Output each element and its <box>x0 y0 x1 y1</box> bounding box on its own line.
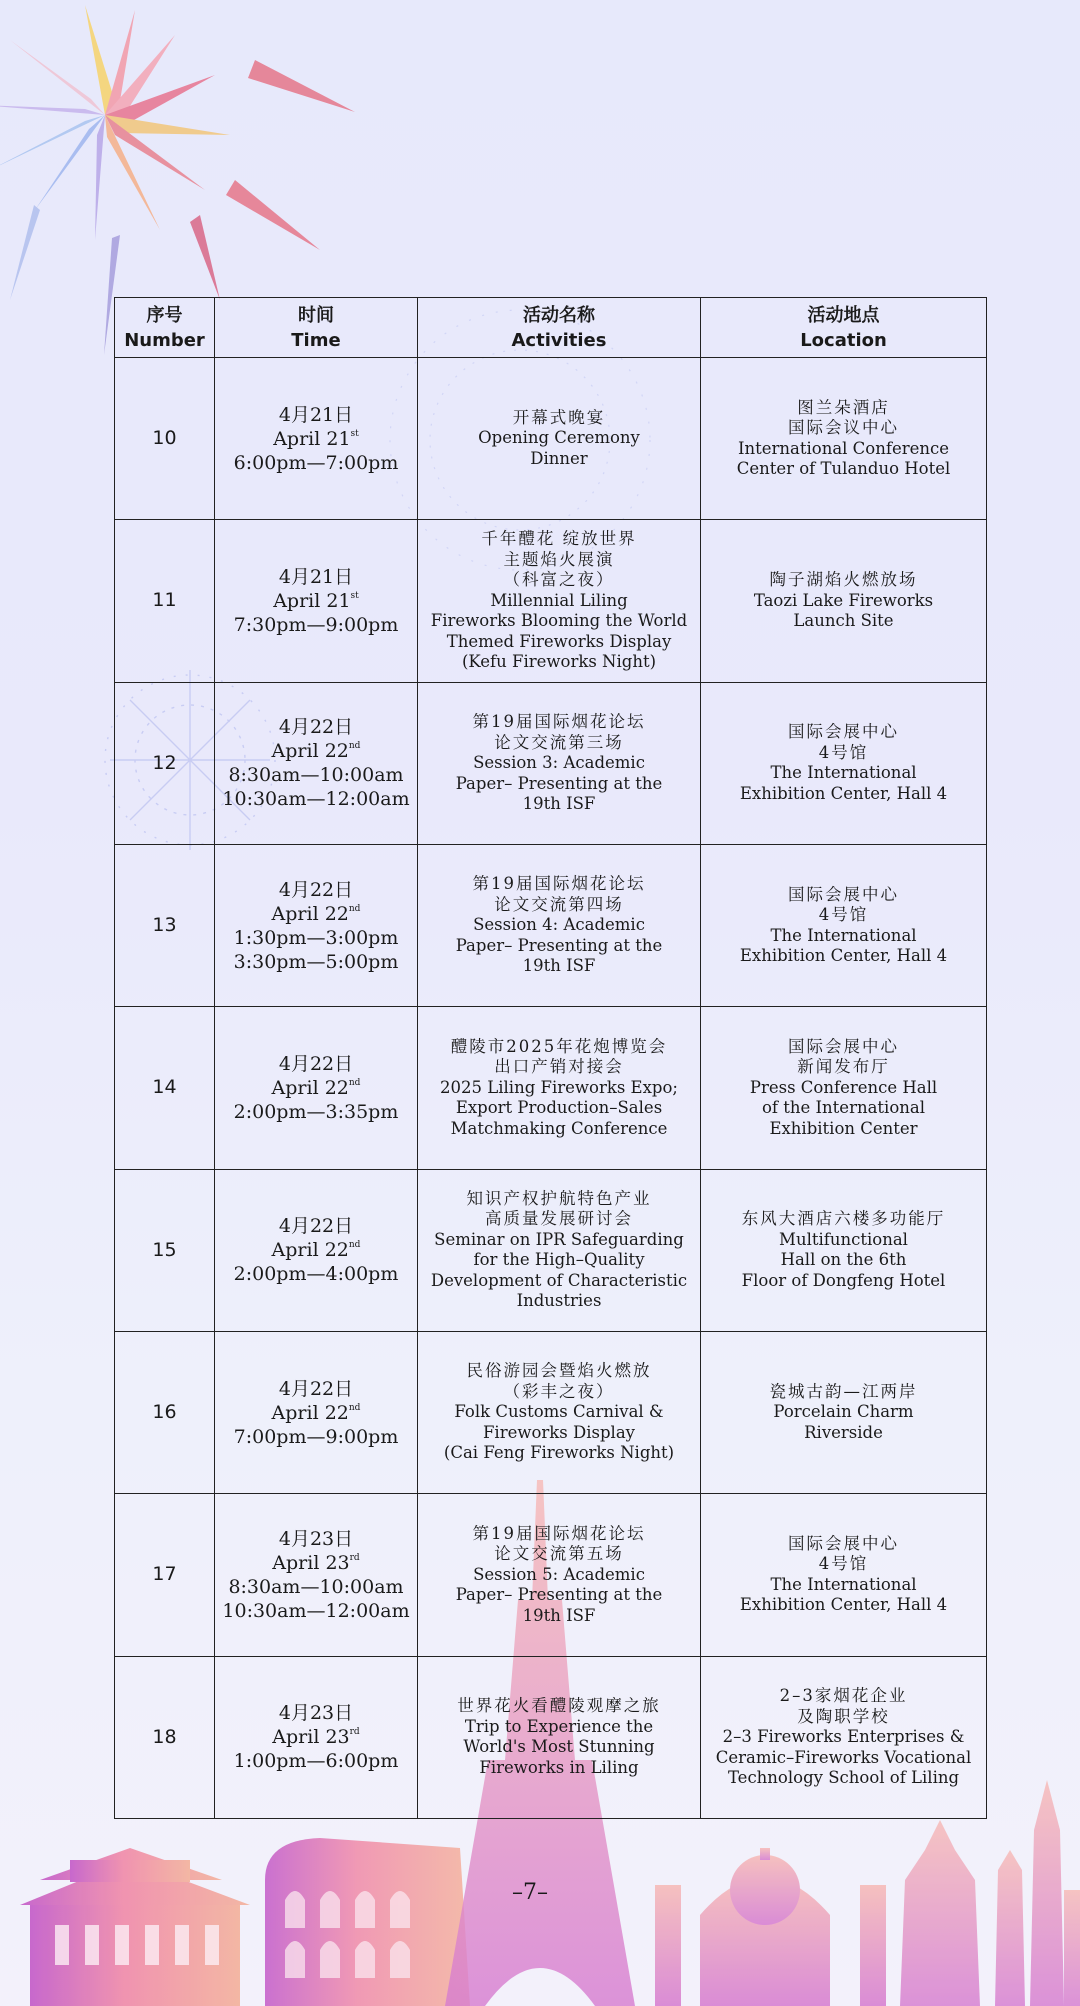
text-line: Exhibition Center, Hall 4 <box>739 946 948 966</box>
text-line: Technology School of Liling <box>727 1768 960 1788</box>
event-location <box>701 358 987 520</box>
date-ordinal-suffix: nd <box>348 741 361 752</box>
date-text: April 23 <box>272 1551 350 1574</box>
event-activity <box>418 844 701 1006</box>
text-line: Matchmaking Conference <box>450 1118 668 1138</box>
event-schedule-table <box>114 297 987 1819</box>
date-ordinal-suffix: st <box>350 590 359 601</box>
text-line: 2–3 Fireworks Enterprises & <box>722 1727 965 1747</box>
event-activity <box>418 1007 701 1169</box>
text-line: 4号馆 <box>818 742 869 762</box>
event-time <box>215 520 418 682</box>
table-row <box>115 1169 987 1331</box>
event-date-en <box>221 1725 411 1749</box>
text-line: 19th ISF <box>522 1605 596 1625</box>
event-activity <box>418 1656 701 1818</box>
event-activity <box>418 1331 701 1493</box>
text-line: Dinner <box>530 448 588 468</box>
text-line: 第19届国际烟花论坛 <box>472 874 646 894</box>
text-line: 民俗游园会暨焰火燃放 <box>466 1361 652 1381</box>
text-line: 6:00pm—7:00pm <box>233 451 399 474</box>
text-line: Seminar on IPR Safeguarding <box>434 1229 684 1249</box>
header-activities: 活动名称 Activities <box>418 298 701 358</box>
text-line: 第19届国际烟花论坛 <box>472 1523 646 1543</box>
table-row <box>115 358 987 520</box>
text-line: 国际会展中心 <box>788 1533 899 1553</box>
text-line: 开幕式晚宴 <box>512 407 606 427</box>
event-time <box>215 1331 418 1493</box>
text-line: (Cai Feng Fireworks Night) <box>443 1443 675 1463</box>
text-line: 19th ISF <box>522 794 596 814</box>
date-ordinal-suffix: rd <box>349 1552 360 1563</box>
text-line: for the High–Quality <box>473 1250 645 1270</box>
date-ordinal-suffix: nd <box>348 1402 361 1413</box>
text-line: The International <box>770 925 917 945</box>
event-location <box>701 1331 987 1493</box>
text-line: 陶子湖焰火燃放场 <box>769 570 918 590</box>
text-line: Floor of Dongfeng Hotel <box>741 1270 946 1290</box>
row-number: 17 <box>115 1494 215 1656</box>
row-number: 15 <box>115 1169 215 1331</box>
text-line: 世界花火看醴陵观摩之旅 <box>457 1696 661 1716</box>
text-line: 论文交流第四场 <box>494 894 624 914</box>
event-activity <box>418 520 701 682</box>
text-line: Riverside <box>804 1422 883 1442</box>
event-date-en <box>221 1551 411 1575</box>
text-line: 1:30pm—3:00pm <box>233 926 399 949</box>
table-row <box>115 1656 987 1818</box>
text-line: 国际会展中心 <box>788 1036 899 1056</box>
row-number: 13 <box>115 844 215 1006</box>
text-line: 知识产权护航特色产业 <box>466 1188 652 1208</box>
date-text: April 22 <box>271 902 349 925</box>
date-text: April 21 <box>273 427 351 450</box>
text-line: 东风大酒店六楼多功能厅 <box>741 1209 946 1229</box>
text-line: Center of Tulanduo Hotel <box>736 459 951 479</box>
text-line: Porcelain Charm <box>773 1402 914 1422</box>
text-line: Hall on the 6th <box>780 1250 907 1270</box>
text-line: 4号馆 <box>818 1554 869 1574</box>
text-line: International Conference <box>737 438 950 458</box>
text-line: 国际会展中心 <box>788 722 899 742</box>
text-line: 4月22日 <box>278 1052 354 1075</box>
date-text: April 22 <box>271 1401 349 1424</box>
text-line: 4号馆 <box>818 905 869 925</box>
text-line: Multifunctional <box>779 1229 908 1249</box>
text-line: Taozi Lake Fireworks <box>753 590 934 610</box>
event-time <box>215 1656 418 1818</box>
text-line: 出口产销对接会 <box>494 1057 624 1077</box>
text-line: 19th ISF <box>522 956 596 976</box>
text-line: 国际会展中心 <box>788 884 899 904</box>
row-number: 16 <box>115 1331 215 1493</box>
text-line: Fireworks Display <box>482 1422 635 1442</box>
text-line: 7:00pm—9:00pm <box>233 1425 399 1448</box>
text-line: World's Most Stunning <box>463 1737 655 1757</box>
event-time <box>215 358 418 520</box>
event-date-en <box>221 1401 411 1425</box>
text-line: 1:00pm—6:00pm <box>233 1750 399 1773</box>
text-line: 10:30am—12:00am <box>222 788 410 811</box>
text-line: of the International <box>761 1098 926 1118</box>
text-line: 新闻发布厅 <box>797 1057 890 1077</box>
text-line: Trip to Experience the <box>464 1716 654 1736</box>
row-number: 10 <box>115 358 215 520</box>
text-line: (Kefu Fireworks Night) <box>461 652 657 672</box>
text-line: Export Production–Sales <box>455 1098 663 1118</box>
text-line: Millennial Liling <box>490 590 628 610</box>
text-line: 2:00pm—4:00pm <box>233 1263 399 1286</box>
event-date-en <box>221 427 411 451</box>
text-line: 4月22日 <box>278 716 354 739</box>
text-line: 2:00pm—3:35pm <box>233 1100 399 1123</box>
event-location <box>701 1656 987 1818</box>
date-text: April 22 <box>271 1076 349 1099</box>
text-line: 第19届国际烟花论坛 <box>472 712 646 732</box>
event-date-en <box>221 1076 411 1100</box>
text-line: Press Conference Hall <box>749 1077 938 1097</box>
text-line: 及陶职学校 <box>797 1706 890 1726</box>
text-line: The International <box>770 763 917 783</box>
row-number: 12 <box>115 682 215 844</box>
text-line: Paper– Presenting at the <box>455 773 663 793</box>
text-line: Fireworks Blooming the World <box>430 611 688 631</box>
event-location <box>701 1494 987 1656</box>
text-line: 主题焰火展演 <box>503 549 615 569</box>
date-ordinal-suffix: nd <box>348 903 361 914</box>
text-line: 图兰朵酒店 <box>797 397 890 417</box>
date-text: April 22 <box>271 1239 349 1262</box>
event-time <box>215 1494 418 1656</box>
text-line: Exhibition Center, Hall 4 <box>739 1595 948 1615</box>
date-text: April 22 <box>271 740 349 763</box>
text-line: Exhibition Center <box>769 1118 918 1138</box>
date-ordinal-suffix: nd <box>348 1077 361 1088</box>
text-line: Session 5: Academic <box>473 1564 645 1584</box>
text-line: 4月23日 <box>278 1527 354 1550</box>
date-text: April 21 <box>273 589 351 612</box>
date-ordinal-suffix: st <box>350 428 359 439</box>
table-row <box>115 520 987 682</box>
table-row <box>115 1331 987 1493</box>
event-time <box>215 1169 418 1331</box>
event-location <box>701 682 987 844</box>
text-line: 醴陵市2025年花炮博览会 <box>450 1036 668 1056</box>
row-number: 11 <box>115 520 215 682</box>
date-ordinal-suffix: rd <box>349 1727 360 1738</box>
text-line: 瓷城古韵—江两岸 <box>769 1381 918 1401</box>
text-line: （科富之夜） <box>503 570 615 590</box>
text-line: Launch Site <box>793 611 894 631</box>
text-line: 7:30pm—9:00pm <box>233 613 399 636</box>
text-line: Session 3: Academic <box>473 753 645 773</box>
text-line: Session 4: Academic <box>473 915 645 935</box>
event-location <box>701 1169 987 1331</box>
text-line: 4月22日 <box>278 1377 354 1400</box>
event-location <box>701 844 987 1006</box>
table-row <box>115 844 987 1006</box>
table-row <box>115 1494 987 1656</box>
date-ordinal-suffix: nd <box>348 1240 361 1251</box>
text-line: 8:30am—10:00am <box>228 764 404 787</box>
event-time <box>215 844 418 1006</box>
event-date-en <box>221 589 411 613</box>
event-date-en <box>221 1238 411 1262</box>
text-line: 国际会议中心 <box>788 418 899 438</box>
table-header-row <box>115 298 987 358</box>
event-date-en <box>221 902 411 926</box>
text-line: 千年醴花 绽放世界 <box>481 529 637 549</box>
text-line: Fireworks in Liling <box>479 1757 639 1777</box>
text-line: 4月22日 <box>278 1215 354 1238</box>
event-time <box>215 1007 418 1169</box>
text-line: 2–3家烟花企业 <box>779 1686 908 1706</box>
table-row <box>115 1007 987 1169</box>
event-activity <box>418 682 701 844</box>
event-activity <box>418 1494 701 1656</box>
text-line: The International <box>770 1574 917 1594</box>
text-line: 论文交流第三场 <box>494 732 624 752</box>
text-line: 2025 Liling Fireworks Expo; <box>440 1077 678 1097</box>
text-line: Paper– Presenting at the <box>455 935 663 955</box>
text-line: Development of Characteristic <box>430 1270 688 1290</box>
text-line: Industries <box>516 1291 602 1311</box>
text-line: 10:30am—12:00am <box>222 1599 410 1622</box>
row-number: 14 <box>115 1007 215 1169</box>
text-line: 4月21日 <box>278 565 354 588</box>
row-number: 18 <box>115 1656 215 1818</box>
text-line: 3:30pm—5:00pm <box>233 950 399 973</box>
date-text: April 23 <box>272 1726 350 1749</box>
text-line: Themed Fireworks Display <box>446 631 672 651</box>
header-location: 活动地点 Location <box>701 298 987 358</box>
text-line: Ceramic–Fireworks Vocational <box>715 1747 972 1767</box>
text-line: 4月23日 <box>278 1702 354 1725</box>
text-line: 论文交流第五场 <box>494 1544 624 1564</box>
text-line: 高质量发展研讨会 <box>485 1209 633 1229</box>
event-date-en <box>221 739 411 763</box>
page-number: –7– <box>512 1880 548 1905</box>
event-location <box>701 1007 987 1169</box>
text-line: （彩丰之夜） <box>503 1381 615 1401</box>
text-line: Exhibition Center, Hall 4 <box>739 783 948 803</box>
event-activity <box>418 358 701 520</box>
text-line: 4月22日 <box>278 878 354 901</box>
header-time: 时间 Time <box>215 298 418 358</box>
text-line: Folk Customs Carnival & <box>454 1402 664 1422</box>
event-activity <box>418 1169 701 1331</box>
event-time <box>215 682 418 844</box>
text-line: 8:30am—10:00am <box>228 1575 404 1598</box>
event-location <box>701 520 987 682</box>
text-line: Opening Ceremony <box>478 428 640 448</box>
table-row <box>115 682 987 844</box>
text-line: Paper– Presenting at the <box>455 1585 663 1605</box>
header-number: 序号 Number <box>115 298 215 358</box>
text-line: 4月21日 <box>278 403 354 426</box>
